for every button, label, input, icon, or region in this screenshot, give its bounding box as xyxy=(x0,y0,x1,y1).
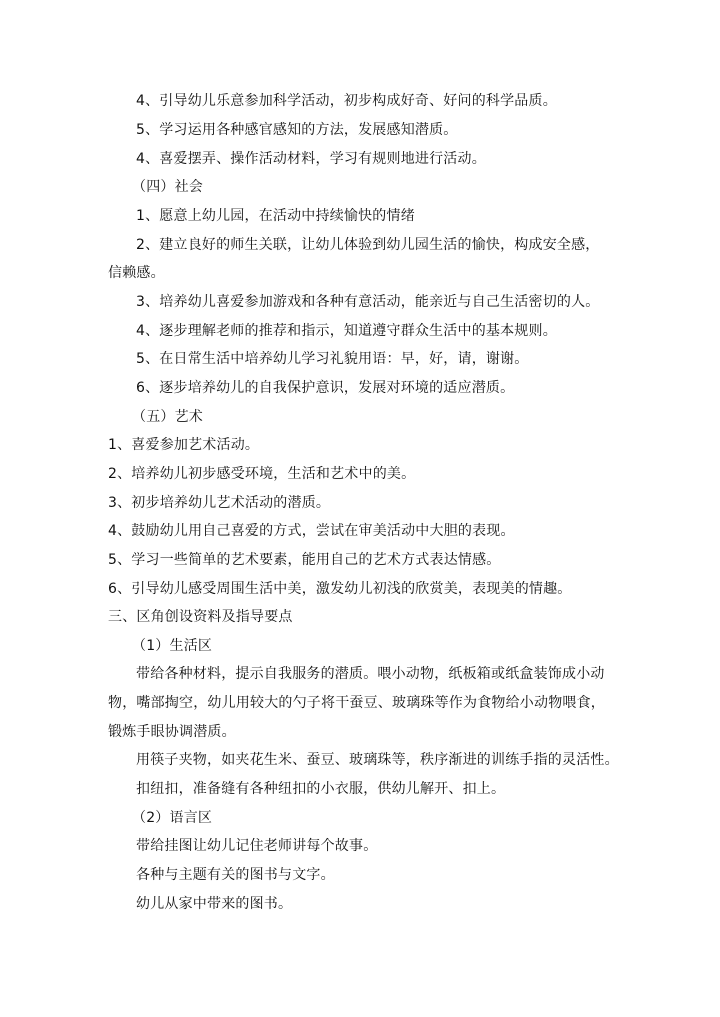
text-line: 1、喜爱参加艺术活动。 xyxy=(108,437,260,453)
text-line: 3、培养幼儿喜爱参加游戏和各种有意活动，能亲近与自己生活密切的人。 xyxy=(136,294,600,310)
text-line: 1、愿意上幼儿园，在活动中持续愉快的情绪 xyxy=(136,208,415,224)
text-line: 6、逐步培养幼儿的自我保护意识，发展对环境的适应潜质。 xyxy=(136,380,515,396)
text-line: 扣纽扣，准备缝有各种纽扣的小衣服，供幼儿解开、扣上。 xyxy=(136,781,506,797)
text-line: 物，嘴部掏空，幼儿用较大的勺子将干蚕豆、玻璃珠等作为食物给小动物喂食， xyxy=(108,695,605,711)
subsection-heading: （2）语言区 xyxy=(132,810,213,826)
text-line: 4、鼓励幼儿用自己喜爱的方式，尝试在审美活动中大胆的表现。 xyxy=(108,523,515,539)
subsection-heading: （1）生活区 xyxy=(132,638,213,654)
text-line: 2、培养幼儿初步感受环境，生活和艺术中的美。 xyxy=(108,466,416,482)
text-line: 6、引导幼儿感受周围生活中美，激发幼儿初浅的欣赏美，表现美的情趣。 xyxy=(108,581,572,597)
text-line: 4、逐步理解老师的推荐和指示，知道遵守群众生活中的基本规则。 xyxy=(136,323,557,339)
section-heading: （四）社会 xyxy=(132,179,203,195)
section-heading: （五）艺术 xyxy=(132,409,203,425)
text-line: 5、学习运用各种感官感知的方法，发展感知潜质。 xyxy=(136,122,458,138)
text-line: 各种与主题有关的图书与文字。 xyxy=(136,867,335,883)
text-line: 5、学习一些简单的艺术要素，能用自己的艺术方式表达情感。 xyxy=(108,552,501,568)
text-line: 带给各种材料，提示自我服务的潜质。喂小动物，纸板箱或纸盒装饰成小动 xyxy=(136,666,605,682)
text-line: 用筷子夹物，如夹花生米、蚕豆、玻璃珠等，秩序渐进的训练手指的灵活性。 xyxy=(136,752,619,768)
text-line: 信赖感。 xyxy=(108,265,165,281)
text-line: 带给挂图让幼儿记住老师讲每个故事。 xyxy=(136,838,378,854)
text-line: 4、引导幼儿乐意参加科学活动，初步构成好奇、好问的科学品质。 xyxy=(136,93,557,109)
text-line: 锻炼手眼协调潜质。 xyxy=(108,724,236,740)
section-heading: 三、区角创设资料及指导要点 xyxy=(108,609,293,625)
text-line: 3、初步培养幼儿艺术活动的潜质。 xyxy=(108,495,331,511)
text-line: 2、建立良好的师生关联，让幼儿体验到幼儿园生活的愉快，构成安全感， xyxy=(136,237,600,253)
text-line: 幼儿从家中带来的图书。 xyxy=(136,896,293,912)
text-line: 5、在日常生活中培养幼儿学习礼貌用语：早，好，请，谢谢。 xyxy=(136,351,529,367)
text-line: 4、喜爱摆弄、操作活动材料，学习有规则地进行活动。 xyxy=(136,151,486,167)
